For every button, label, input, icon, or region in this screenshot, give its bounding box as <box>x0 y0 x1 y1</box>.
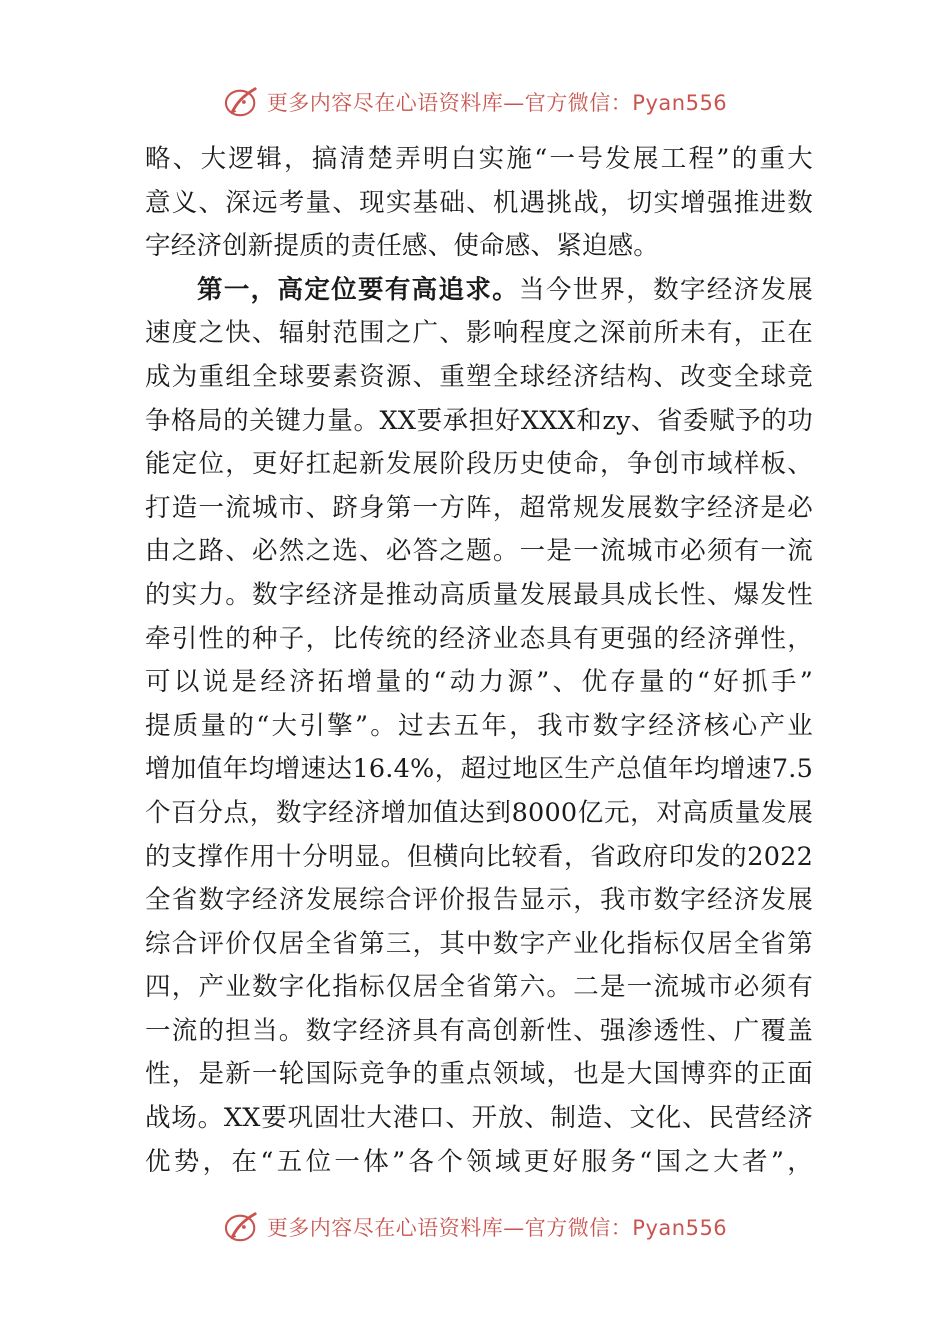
text-line: 全省数字经济发展综合评价报告显示，我市数字经济发展 <box>145 885 813 916</box>
text-line: 由之路、必然之选、必答之题。一是一流城市必须有一流 <box>145 536 813 567</box>
text-line: 战场。XX要巩固壮大港口、开放、制造、文化、民营经济 <box>145 1103 813 1134</box>
footer-watermark-text: 更多内容尽在心语资料库—官方微信：Pyan556 <box>266 1216 728 1240</box>
document-body <box>145 138 813 1184</box>
text-line: 增加值年均增速达16.4%，超过地区生产总值年均增速7.5 <box>145 754 813 785</box>
text-line <box>145 269 813 313</box>
text-line: 四，产业数字化指标仅居全省第六。二是一流城市必须有 <box>145 972 813 1003</box>
pen-brush-logo-icon <box>223 1210 261 1244</box>
text-line: 略、大逻辑，搞清楚弄明白实施“一号发展工程”的重大 <box>145 144 813 174</box>
text-line: 能定位，更好扛起新发展阶段历史使命，争创市域样板、 <box>145 449 813 480</box>
header-watermark-text: 更多内容尽在心语资料库—官方微信：Pyan556 <box>266 91 728 115</box>
text-line: 牵引性的种子，比传统的经济业态具有更强的经济弹性， <box>145 623 813 654</box>
paragraph-first-point <box>145 269 813 1184</box>
text-line: 个百分点，数字经济增加值达到8000亿元，对高质量发展 <box>145 797 813 828</box>
text-line: 速度之快、辐射范围之广、影响程度之深前所未有，正在 <box>145 318 813 349</box>
text-line: 意义、深远考量、现实基础、机遇挑战，切实增强推进数 <box>145 187 813 218</box>
text-line: 综合评价仅居全省第三，其中数字产业化指标仅居全省第 <box>145 928 813 959</box>
paragraph-intro-continuation <box>145 138 813 269</box>
pen-brush-logo-icon <box>223 85 261 119</box>
text-line: 的支撑作用十分明显。但横向比较看，省政府印发的2022 <box>145 841 813 872</box>
text-line: 优势，在“五位一体”各个领域更好服务“国之大者”， <box>145 1146 813 1177</box>
text-line: 的实力。数字经济是推动高质量发展最具成长性、爆发性 <box>145 579 813 610</box>
text-line: 争格局的关键力量。XX要承担好XXX和zy、省委赋予的功 <box>145 405 813 436</box>
header-watermark-banner <box>0 82 950 122</box>
text-line: 字经济创新提质的责任感、使命感、紧迫感。 <box>145 231 660 262</box>
text-line-rest: 当今世界，数字经济发展 <box>518 274 813 305</box>
text-line: 提质量的“大引擎”。过去五年，我市数字经济核心产业 <box>145 710 813 741</box>
section-lead-heading: 第一，高定位要有高追求。 <box>197 274 519 305</box>
text-line: 打造一流城市、跻身第一方阵，超常规发展数字经济是必 <box>145 492 813 523</box>
text-line: 成为重组全球要素资源、重塑全球经济结构、改变全球竞 <box>145 361 813 392</box>
text-line: 可以说是经济拓增量的“动力源”、优存量的“好抓手” <box>145 667 813 698</box>
text-line: 性，是新一轮国际竞争的重点领域，也是大国博弈的正面 <box>145 1059 813 1090</box>
text-line: 一流的担当。数字经济具有高创新性、强渗透性、广覆盖 <box>145 1015 813 1046</box>
footer-watermark-banner <box>0 1207 950 1247</box>
